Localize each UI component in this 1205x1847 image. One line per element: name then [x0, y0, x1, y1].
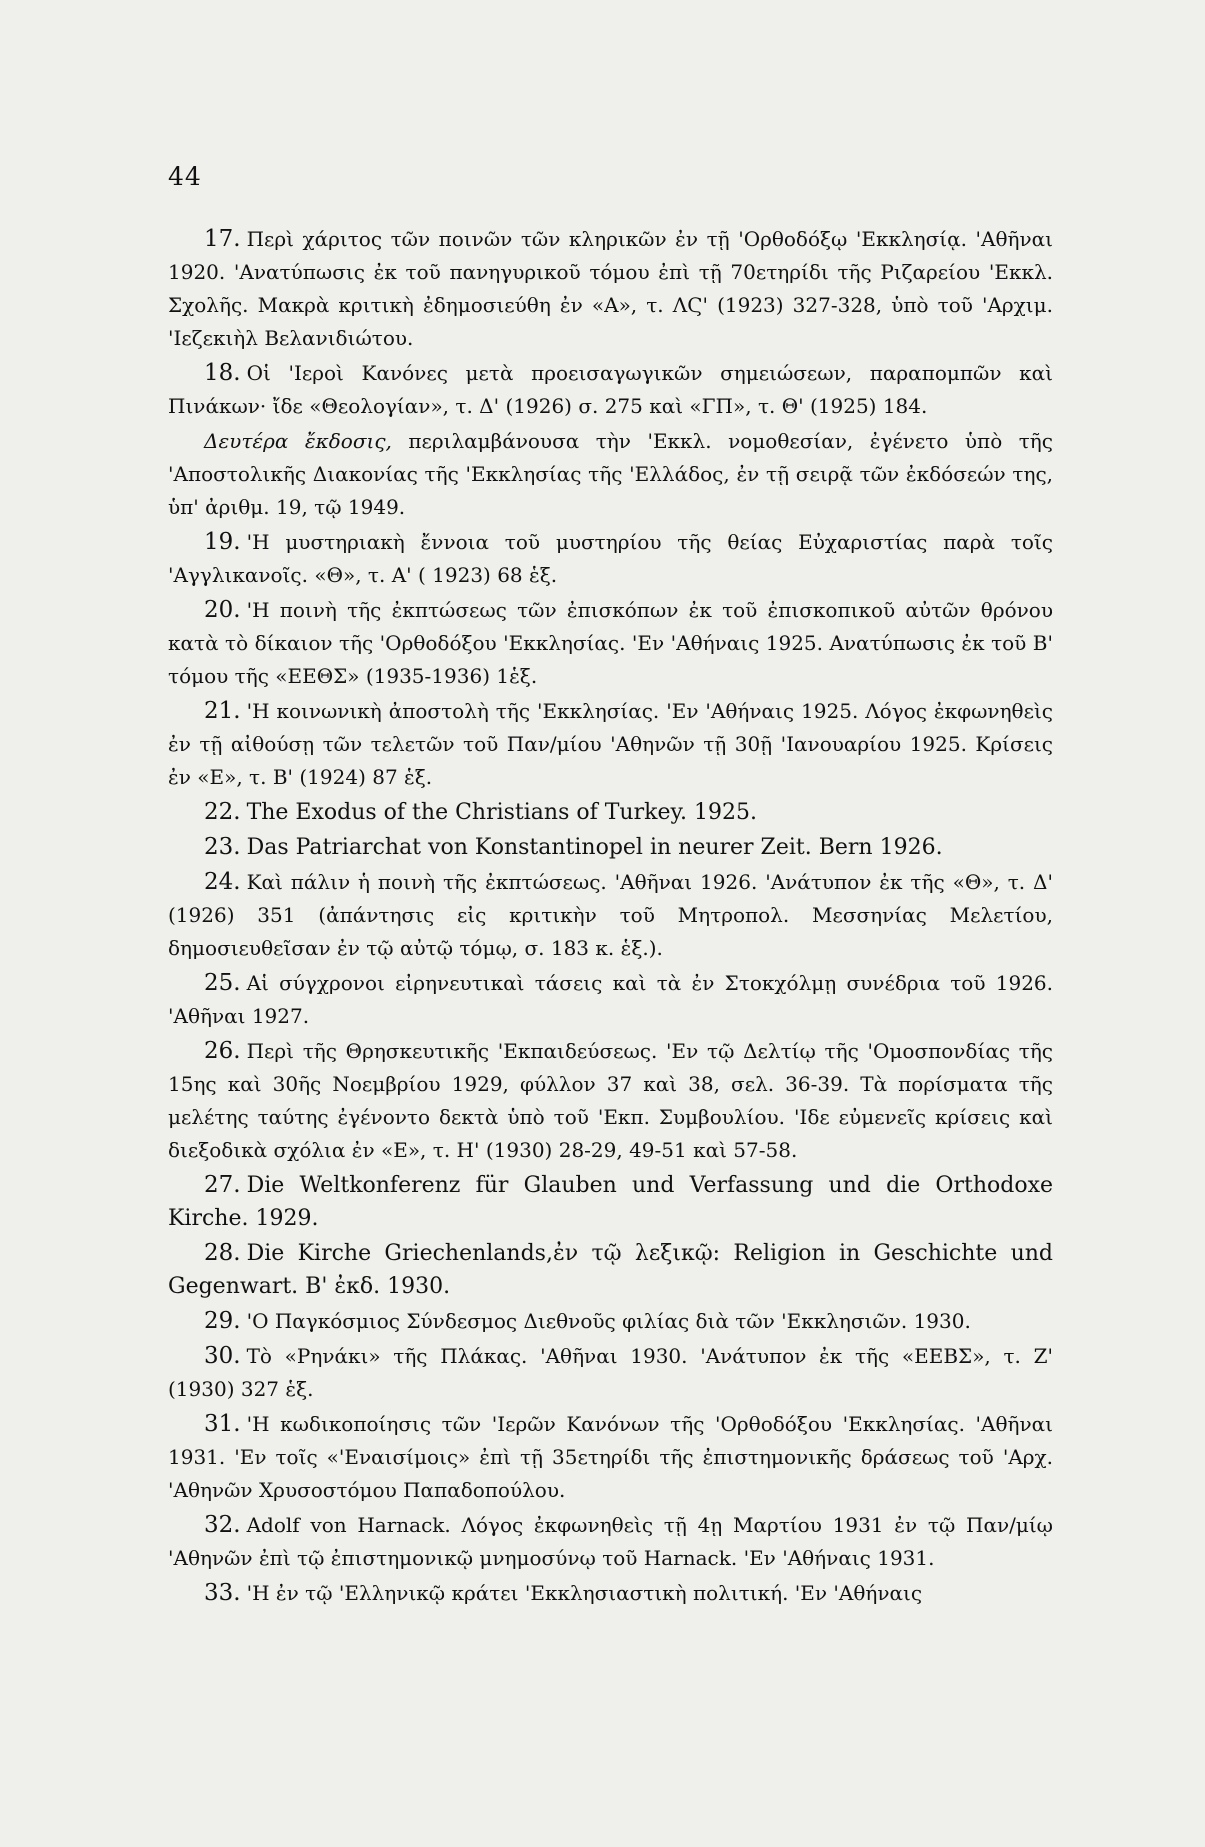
bibliography-list [168, 223, 1053, 1612]
list-item [168, 967, 1053, 1033]
entry-text: 'Η κοινωνικὴ ἀποστολὴ τῆς 'Εκκλησίας. 'Εν 'Αθήναις 1925. Λόγος ἐκφωνηθεὶς ἐν τῇ αἰθούσῃ τῶν τελετῶν τοῦ Παν/μίου 'Αθηνῶν τῇ 30ῇ 'Ιανουαρίου 1925. Κρίσεις ἐν «Ε», τ. Β' (1924) 87 ἑξ. [168, 699, 1053, 789]
entry-number: 20. [204, 597, 241, 623]
entry-number: 33. [204, 1580, 241, 1606]
entry-text: 'Ο Παγκόσμιος Σύνδεσμος Διεθνοῦς φιλίας διὰ τῶν 'Εκκλησιῶν. 1930. [246, 1309, 971, 1333]
list-item [168, 1509, 1053, 1575]
entry-text: 'Η μυστηριακὴ ἔννοια τοῦ μυστηρίου τῆς θείας Εὐχαριστίας παρὰ τοῖς 'Αγγλικανοῖς. «Θ», τ. Α' ( 1923) 68 ἑξ. [168, 530, 1053, 587]
entry-number: 19. [204, 529, 241, 555]
list-item [168, 1169, 1053, 1235]
list-item [168, 1408, 1053, 1507]
entry-number: 22. [204, 799, 241, 825]
entry-number: 27. [204, 1172, 241, 1198]
list-item [168, 695, 1053, 794]
entry-text: 'Η κωδικοποίησις τῶν 'Ιερῶν Κανόνων τῆς 'Ορθοδόξου 'Εκκλησίας. 'Αθῆναι 1931. 'Εν τοῖς «'Εναισίμοις» ἐπὶ τῇ 35ετηρίδι τῆς ἐπιστημονικῆς δράσεως τοῦ 'Αρχ. 'Αθηνῶν Χρυσοστόμου Παπαδοπούλου. [168, 1412, 1053, 1502]
entry-number: 30. [204, 1343, 241, 1369]
entry-text: περιλαμβάνουσα τὴν 'Εκκλ. νομοθεσίαν, ἐγένετο ὑπὸ τῆς 'Αποστολικῆς Διακονίας τῆς 'Εκκλησίας τῆς 'Ελλάδος, ἐν τῇ σειρᾷ τῶν ἐκδόσεών της, ὑπ' ἀριθμ. 19, τῷ 1949. [168, 429, 1053, 519]
entry-text: 'Η ἐν τῷ 'Ελληνικῷ κράτει 'Εκκλησιαστικὴ πολιτική. 'Εν 'Αθήναις [246, 1581, 923, 1605]
entry-number: 17. [204, 226, 241, 252]
list-item [168, 594, 1053, 693]
entry-text: The Exodus of the Christians of Turkey. 1925. [246, 800, 757, 825]
entry-number: 32. [204, 1512, 241, 1538]
entry-number: 31. [204, 1411, 241, 1437]
entry-text: Das Patriarchat von Konstantinopel in neurer Zeit. Bern 1926. [246, 835, 943, 860]
entry-number: 21. [204, 698, 241, 724]
entry-text: Τὸ «Ρηνάκι» τῆς Πλάκας. 'Αθῆναι 1930. 'Ανάτυπον ἐκ τῆς «ΕΕΒΣ», τ. Ζ' (1930) 327 ἑξ. [168, 1344, 1053, 1401]
entry-text: Die Kirche Griechenlands,ἐν τῷ λεξικῷ: Religion in Geschichte und Gegenwart. Β' ἐκδ. 1930. [168, 1241, 1053, 1299]
list-item [168, 796, 1053, 829]
entry-number: 29. [204, 1308, 241, 1334]
list-item [168, 1237, 1053, 1303]
list-item [168, 223, 1053, 355]
entry-text: Οἱ 'Ιεροὶ Κανόνες μετὰ προεισαγωγικῶν σημειώσεων, παραπομπῶν καὶ Πινάκων· ἴδε «Θεολογίαν», τ. Δ' (1926) σ. 275 καὶ «ΓΠ», τ. Θ' (1925) 184. [168, 361, 1053, 418]
list-item [168, 1577, 1053, 1610]
list-item [168, 526, 1053, 592]
entry-text: Αἱ σύγχρονοι εἰρηνευτικαὶ τάσεις καὶ τὰ ἐν Στοκχόλμῃ συνέδρια τοῦ 1926. 'Αθῆναι 1927. [168, 971, 1053, 1028]
list-item [168, 1305, 1053, 1338]
list-item [168, 1035, 1053, 1167]
entry-text: Περὶ τῆς Θρησκευτικῆς 'Εκπαιδεύσεως. 'Εν τῷ Δελτίῳ τῆς 'Ομοσπονδίας τῆς 15ης καὶ 30ῆς Νοεμβρίου 1929, φύλλον 37 καὶ 38, σελ. 36-39. Τὰ πορίσματα τῆς μελέτης ταύτης ἐγένοντο δεκτὰ ὑπὸ τοῦ 'Εκπ. Συμβουλίου. 'Ιδε εὐμενεῖς κρίσεις καὶ διεξοδικὰ σχόλια ἐν «Ε», τ. Η' (1930) 28-29, 49-51 καὶ 57-58. [168, 1039, 1053, 1162]
list-item [168, 357, 1053, 423]
list-item [168, 425, 1053, 524]
entry-number: 23. [204, 834, 241, 860]
entry-lead: Δευτέρα ἔκδοσις, [204, 429, 392, 453]
list-item [168, 831, 1053, 864]
list-item [168, 866, 1053, 965]
entry-text: 'Η ποινὴ τῆς ἐκπτώσεως τῶν ἐπισκόπων ἐκ τοῦ ἐπισκοπικοῦ αὐτῶν θρόνου κατὰ τὸ δίκαιον τῆς 'Ορθοδόξου 'Εκκλησίας. 'Εν 'Αθήναις 1925. Ανατύπωσις ἐκ τοῦ Β' τόμου τῆς «ΕΕΘΣ» (1935-1936) 1ἑξ. [168, 598, 1053, 688]
entry-text: Adolf von Harnack. Λόγος ἐκφωνηθεὶς τῇ 4ῃ Μαρτίου 1931 ἐν τῷ Παν/μίῳ 'Αθηνῶν ἐπὶ τῷ ἐπιστημονικῷ μνημοσύνῳ τοῦ Harnack. 'Εν 'Αθήναις 1931. [168, 1513, 1053, 1570]
entry-number: 28. [204, 1240, 241, 1266]
entry-text: Καὶ πάλιν ἡ ποινὴ τῆς ἐκπτώσεως. 'Αθῆναι 1926. 'Ανάτυπον ἐκ τῆς «Θ», τ. Δ' (1926) 351 (ἀπάντησις εἰς κριτικὴν τοῦ Μητροπολ. Μεσσηνίας Μελετίου, δημοσιευθεῖσαν ἐν τῷ αὐτῷ τόμῳ, σ. 183 κ. ἑξ.). [168, 870, 1053, 960]
entry-number: 25. [204, 970, 241, 996]
entry-number: 18. [204, 360, 241, 386]
page-number: 44 [168, 162, 202, 191]
entry-number: 26. [204, 1038, 241, 1064]
entry-text: Die Weltkonferenz für Glauben und Verfassung und die Orthodoxe Kirche. 1929. [168, 1173, 1053, 1231]
entry-number: 24. [204, 869, 241, 895]
list-item [168, 1340, 1053, 1406]
entry-text: Περὶ χάριτος τῶν ποινῶν τῶν κληρικῶν ἐν τῇ 'Ορθοδόξῳ 'Εκκλησίᾳ. 'Αθῆναι 1920. 'Ανατύπωσις ἐκ τοῦ πανηγυρικοῦ τόμου ἐπὶ τῇ 70ετηρίδι τῆς Ριζαρείου 'Εκκλ. Σχολῆς. Μακρὰ κριτικὴ ἐδημοσιεύθη ἐν «Α», τ. ΛϚ' (1923) 327-328, ὑπὸ τοῦ 'Αρχιμ. 'Ιεζεκιὴλ Βελανιδιώτου. [168, 227, 1053, 350]
